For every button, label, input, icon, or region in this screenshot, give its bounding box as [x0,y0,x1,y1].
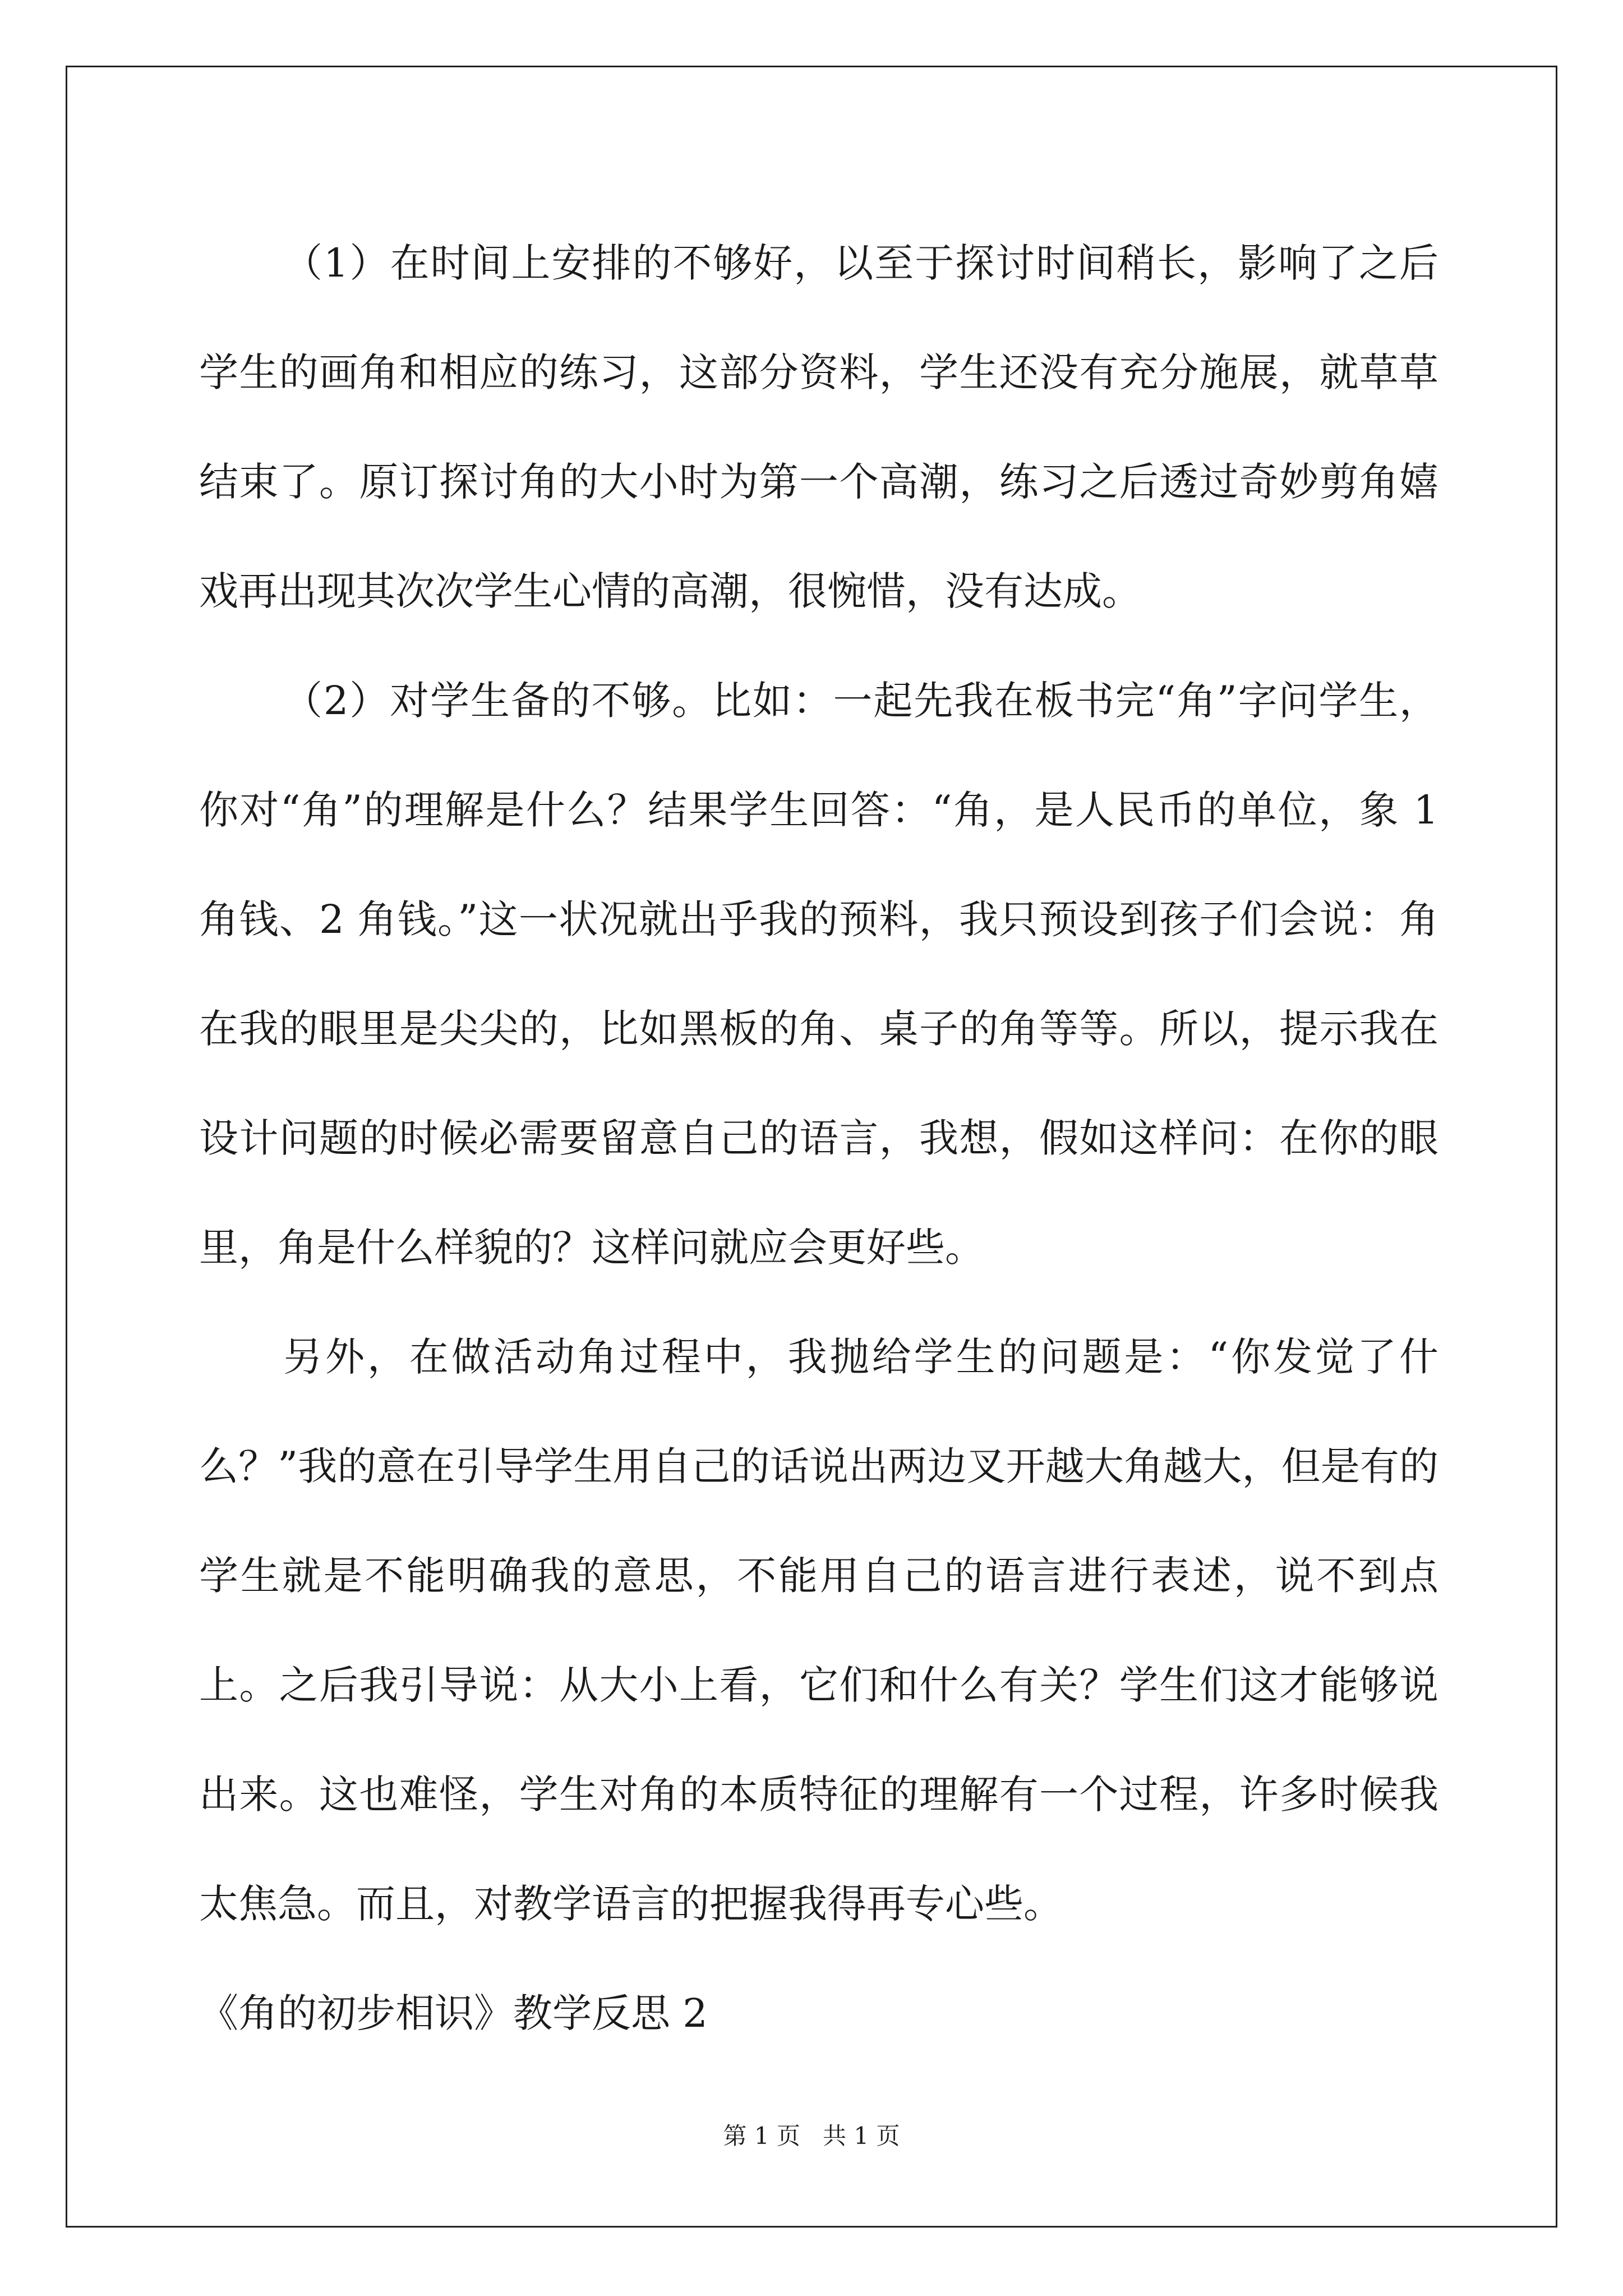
section-heading: 《角的初步相识》教学反思 2 [199,1990,708,2036]
paragraph-2: （2）对学生备的不够。比如：一起先我在板书完“角”字问学生，你对“角”的理解是什么？结果学生回答：“角，是人民币的单位，象 1 角钱、2 角钱。”这一状况就出乎我的预料，我只预设到孩子们会说：角在我的眼里是尖尖的，比如黑板的角、桌子的角等等。所以，提示我在设计问题的时候必需要留意自己的语言，我想，假如这样问：在你的眼里，角是什么样貌的？这样问就应会更好些。 [199,678,1438,1271]
paragraph-3: 另外，在做活动角过程中，我抛给学生的问题是：“你发觉了什么？”我的意在引导学生用自己的话说出两边叉开越大角越大，但是有的学生就是不能明确我的意思，不能用自己的语言进行表述，说不到点上。之后我引导说：从大小上看，它们和什么有关？学生们这才能够说出来。这也难怪，学生对角的本质特征的理解有一个过程，许多时候我太焦急。而且，对教学语言的把握我得再专心些。 [199,1334,1438,1927]
page-number: 第 1 页 [723,2122,800,2150]
page-footer [0,2118,1623,2151]
paragraph-1: （1）在时间上安排的不够好，以至于探讨时间稍长，影响了之后学生的画角和相应的练习，这部分资料，学生还没有充分施展，就草草结束了。原订探讨角的大小时为第一个高潮，练习之后透过奇妙剪角嬉戏再出现其次次学生心情的高潮，很惋惜，没有达成。 [199,240,1438,614]
document-body [199,209,1438,2068]
page-total: 共 1 页 [823,2122,900,2150]
